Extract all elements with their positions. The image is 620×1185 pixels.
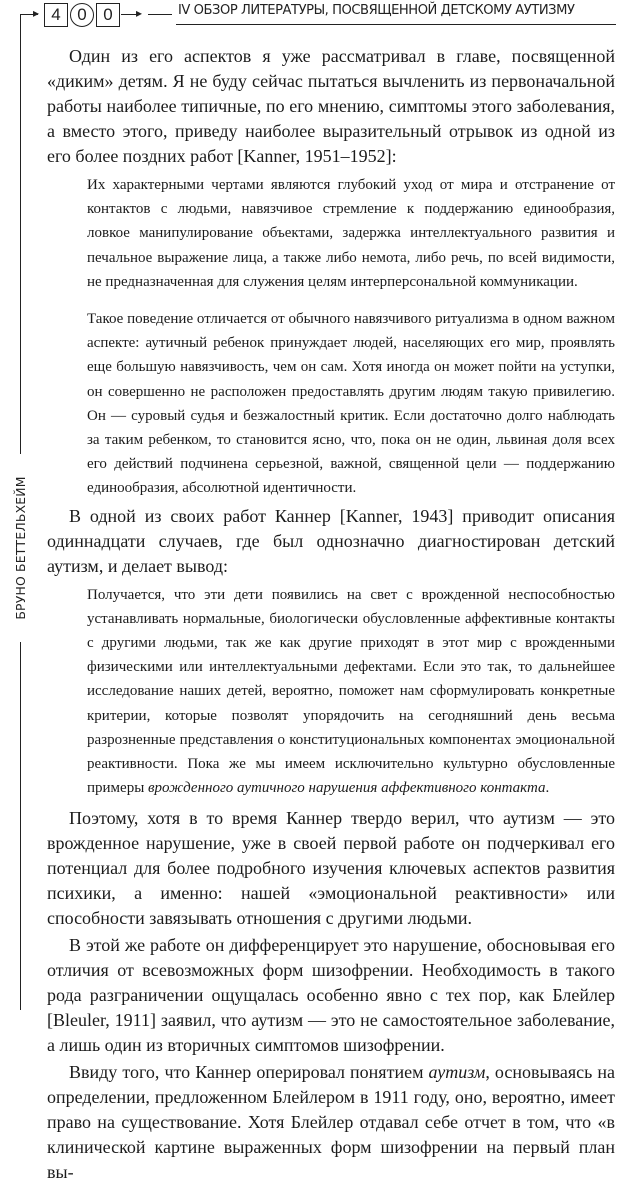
block-quote: Их характерными чертами являются глубокий уход от мира и отстранение от контактов с людьми, навязчивое стремление к поддержанию единообразия, ловкое манипулирование объектами, задержка интеллектуального развития и печальное выражение лица, а также либо немота, либо речь, по всей видимости, не предназначенная для служения целям интерперсональной коммуникации. — [87, 177, 615, 290]
sidebar-rule-bottom — [20, 642, 21, 1010]
quote-text: Получается, что эти дети появились на свет с врожденной неспособностью устанавливать нормальные, биологически обусловленные аффективные контакты с другими людьми, так же как другие приходят в этот мир с врожденными физическими или интеллектуальными дефектами. Если это так, то дальнейшее исследование наших детей, вероятно, поможет нам сформулировать конкретные критерии, которые позволят упорядочить на сегодняшний день весьма разрозненные представления о конституциональных компонентах эмоциональной реактивности. Пока же мы имеем исключительно культурно обусловленные примеры — [87, 586, 615, 797]
paragraph-text: , основываясь на определении, предложенном Блейлером в 1911 году, оно, вероятно, имеет право на существование. Хотя Блейлер отдавал себе отчет в том, что «в клинической картине выраженных форм шизофрении на первый план вы- — [47, 1062, 616, 1183]
page-body — [47, 44, 615, 1185]
body-paragraph: Поэтому, хотя в то время Каннер твердо верил, что аутизм — это врожденное нарушение, уже в своей первой работе он подчеркивал его потенциал для более подробного изучения ключевых аспектов развития психики, а именно: нашей «эмоциональной реактивности» или способности завязывать отношения с другими людьми. — [47, 808, 615, 929]
page-number-digit: 0 — [70, 3, 94, 27]
sidebar-author: БРУНО БЕТТЕЛЬХЕЙМ — [13, 476, 28, 620]
quote-text-end: . — [545, 780, 550, 797]
quote-emphasis: врожденного аутичного нарушения аффективного контакта — [148, 780, 546, 797]
block-quote: Такое поведение отличается от обычного навязчивого ритуализма в одном важном аспекте: аутичный ребенок принуждает людей, населяющих его мир, проявлять еще большую навязчивость, чем он сам. Хотя иногда он может пойти на уступки, он совершенно не расположен предоставлять другим людям такую привилегию. Он — суровый судья и безжалостный критик. Если достаточно долго наблюдать за таким ребенком, то становится ясно, что, пока он не один, львиная доля всех его действий подчинена серьезной, важной, священной цели — поддержанию единообразия, абсолютной идентичности. — [87, 311, 615, 497]
block-quote — [87, 583, 615, 801]
page-number-digit: 4 — [44, 3, 68, 27]
page-number-digit: 0 — [96, 3, 120, 27]
header-rule-right — [148, 14, 172, 15]
body-paragraph: В одной из своих работ Каннер [Kanner, 1943] приводит описания одиннадцати случаев, где был однозначно диагностирован детский аутизм, и делает вывод: — [47, 505, 615, 576]
sidebar-rule-top — [20, 14, 21, 454]
paragraph-text: Ввиду того, что Каннер оперировал понятием — [69, 1062, 429, 1083]
page-header — [0, 0, 620, 40]
body-paragraph — [47, 1060, 615, 1185]
arrow-icon: ▸ — [136, 6, 143, 20]
header-underline — [176, 24, 616, 25]
term-emphasis: аутизм — [428, 1062, 486, 1083]
arrow-icon: ▸ — [33, 6, 40, 20]
body-paragraph: В этой же работе он дифференцирует это нарушение, обосновывая его отличия от всевозможных форм шизофрении. Необходимость в такого рода разграничении ощущалась особенно явно с тех пор, как Блейлер [Bleuler, 1911] заявил, что аутизм — это не самостоятельное заболевание, а лишь один из вторичных симптомов шизофрении. — [47, 935, 615, 1056]
body-paragraph: Один из его аспектов я уже рассматривал в главе, посвященной «диким» детям. Я не буду сейчас пытаться вычленить из первоначальной работы наиболее типичные, по его мнению, симптомы этого заболевания, а вместо этого, приведу наиболее выразительный отрывок из одной из его более поздних работ [Kanner, 1951–1952]: — [47, 46, 615, 166]
running-title: IV ОБЗОР ЛИТЕРАТУРЫ, ПОСВЯЩЕННОЙ ДЕТСКОМУ АУТИЗМУ — [178, 3, 575, 18]
